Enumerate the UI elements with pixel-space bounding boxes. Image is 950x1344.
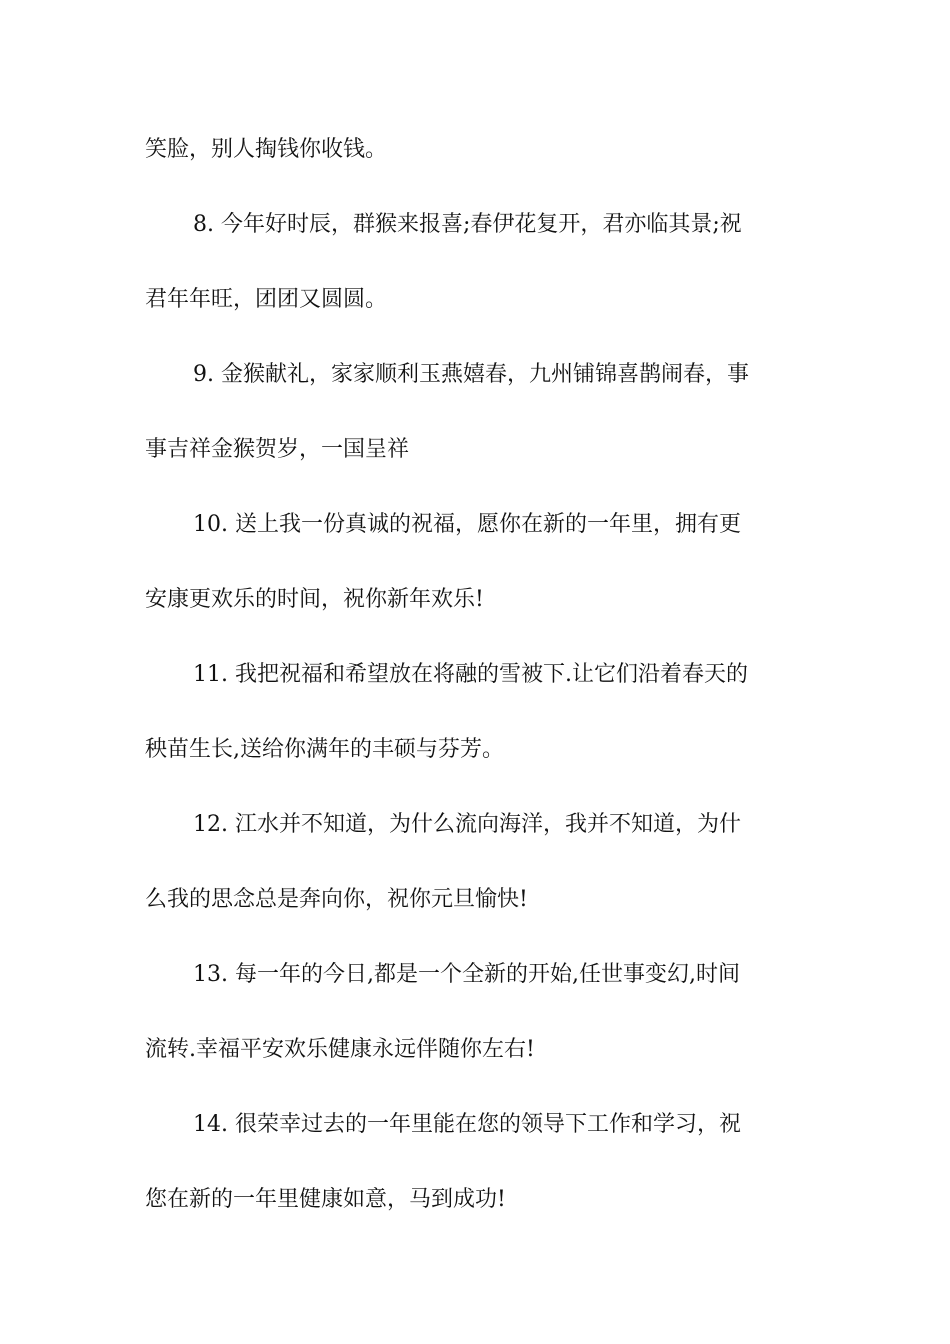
- item-11-line-1: 11. 我把祝福和希望放在将融的雪被下.让它们沿着春天的: [193, 662, 748, 687]
- item-13-line-2: 流转.幸福平安欢乐健康永远伴随你左右!: [145, 1037, 535, 1062]
- item-10-line-2: 安康更欢乐的时间，祝你新年欢乐!: [145, 587, 484, 612]
- item-9-line-1: 9. 金猴献礼，家家顺利玉燕嬉春，九州铺锦喜鹊闹春，事: [193, 362, 749, 387]
- item-12-line-2: 么我的思念总是奔向你，祝你元旦愉快!: [145, 887, 528, 912]
- item-12-line-1: 12. 江水并不知道，为什么流向海洋，我并不知道，为什: [193, 812, 741, 837]
- paragraph-continuation-line: 笑脸，别人掏钱你收钱。: [145, 137, 388, 162]
- item-14-line-1: 14. 很荣幸过去的一年里能在您的领导下工作和学习，祝: [193, 1112, 741, 1137]
- item-10-line-1: 10. 送上我一份真诚的祝福，愿你在新的一年里，拥有更: [193, 512, 741, 537]
- item-8-line-1: 8. 今年好时辰，群猴来报喜;春伊花复开，君亦临其景;祝: [193, 212, 742, 237]
- item-13-line-1: 13. 每一年的今日,都是一个全新的开始,任世事变幻,时间: [193, 962, 740, 987]
- item-11-line-2: 秧苗生长,送给你满年的丰硕与芬芳。: [145, 737, 504, 762]
- item-14-line-2: 您在新的一年里健康如意，马到成功!: [145, 1187, 506, 1212]
- item-9-line-2: 事吉祥金猴贺岁，一国呈祥: [145, 437, 410, 462]
- item-8-line-2: 君年年旺，团团又圆圆。: [145, 287, 388, 312]
